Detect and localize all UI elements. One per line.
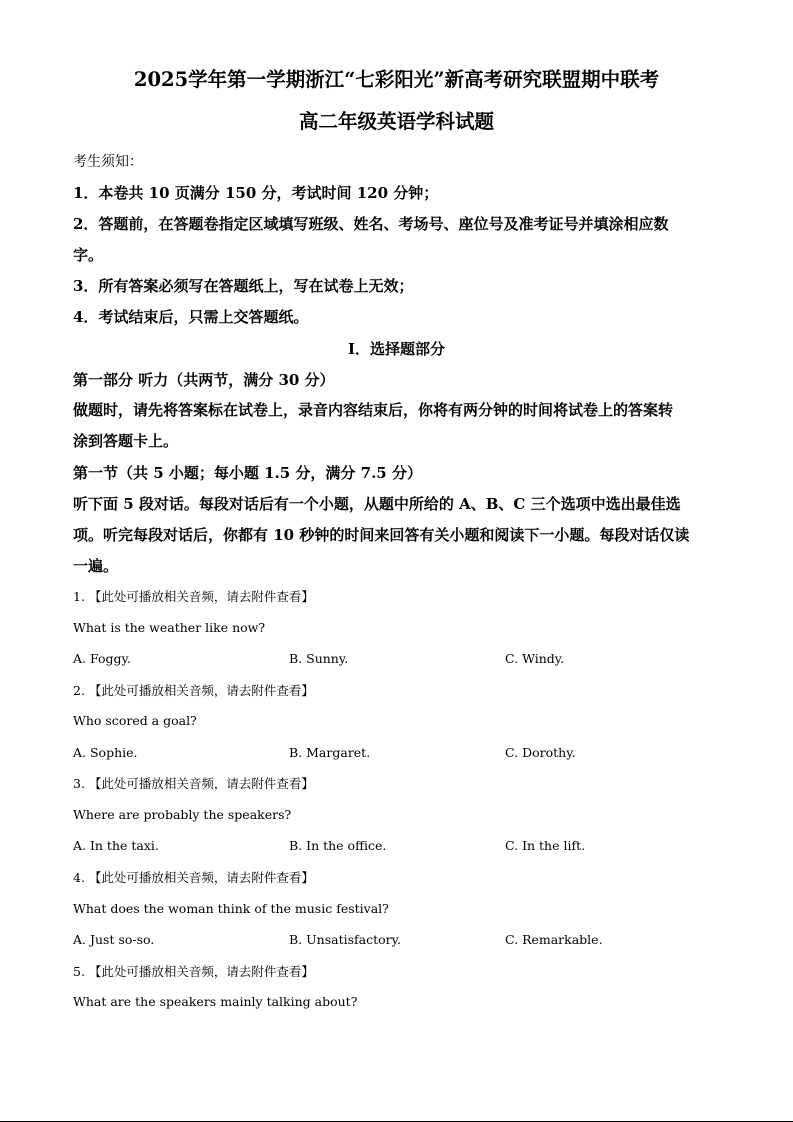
part1-instruction-1: 做题时，请先将答案标在试卷上，录音内容结束后，你将有两分钟的时间将试卷上的答案转 [73, 401, 674, 419]
q3-option-c[interactable]: C. In the lift. [505, 838, 586, 853]
q1-option-a[interactable]: A. Foggy. [73, 651, 131, 666]
section1-heading: 第一节（共 5 小题；每小题 1.5 分，满分 7.5 分） [73, 464, 422, 482]
part1-heading: 第一部分 听力（共两节，满分 30 分） [73, 371, 335, 389]
audio-link-1[interactable]: 1. 【此处可播放相关音频，请去附件查看】 [73, 589, 314, 604]
audio-link-5[interactable]: 5. 【此处可播放相关音频，请去附件查看】 [73, 964, 314, 979]
q1-option-b[interactable]: B. Sunny. [289, 651, 349, 666]
section1-instruction-2: 项。听完每段对话后，你都有 10 秒钟的时间来回答有关小题和阅读下一小题。每段对话仅读 [73, 526, 690, 544]
q1-option-c[interactable]: C. Windy. [505, 651, 565, 666]
section1-instruction-3: 一遍。 [73, 557, 119, 575]
audio-link-3[interactable]: 3. 【此处可播放相关音频，请去附件查看】 [73, 776, 314, 791]
notice-item-2-cont: 字。 [73, 246, 104, 264]
q2-option-a[interactable]: A. Sophie. [73, 745, 138, 760]
notice-item-3: 3．所有答案必须写在答题纸上，写在试卷上无效； [73, 277, 414, 295]
q2-option-b[interactable]: B. Margaret. [289, 745, 371, 760]
section-title: Ⅰ．选择题部分 [347, 340, 446, 358]
audio-link-2[interactable]: 2. 【此处可播放相关音频，请去附件查看】 [73, 683, 314, 698]
part1-instruction-2: 涂到答题卡上。 [73, 432, 179, 450]
title-line-2: 高二年级英语学科试题 [298, 110, 494, 133]
question-4: What does the woman think of the music festival? [73, 901, 389, 916]
notice-item-2: 2．答题前，在答题卷指定区域填写班级、姓名、考场号、座位号及准考证号并填涂相应数 [73, 215, 669, 233]
q2-option-c[interactable]: C. Dorothy. [505, 745, 576, 760]
q4-option-c[interactable]: C. Remarkable. [505, 932, 603, 947]
question-5: What are the speakers mainly talking about? [73, 994, 358, 1009]
question-3: Where are probably the speakers? [73, 807, 292, 822]
q4-option-b[interactable]: B. Unsatisfactory. [289, 932, 401, 947]
q3-option-a[interactable]: A. In the taxi. [73, 838, 159, 853]
notice-heading: 考生须知： [73, 154, 143, 170]
q4-option-a[interactable]: A. Just so-so. [73, 932, 155, 947]
section1-instruction-1: 听下面 5 段对话。每段对话后有一个小题，从题中所给的 A、B、C 三个选项中选出最佳选 [73, 495, 681, 513]
audio-link-4[interactable]: 4. 【此处可播放相关音频，请去附件查看】 [73, 870, 314, 885]
notice-item-4: 4．考试结束后，只需上交答题纸。 [73, 308, 309, 326]
q3-option-b[interactable]: B. In the office. [289, 838, 387, 853]
question-2: Who scored a goal? [73, 713, 197, 728]
notice-item-1: 1．本卷共 10 页满分 150 分，考试时间 120 分钟； [73, 184, 439, 202]
title-line-1: 2025学年第一学期浙江“七彩阳光”新高考研究联盟期中联考 [133, 68, 660, 91]
question-1: What is the weather like now? [73, 620, 266, 635]
